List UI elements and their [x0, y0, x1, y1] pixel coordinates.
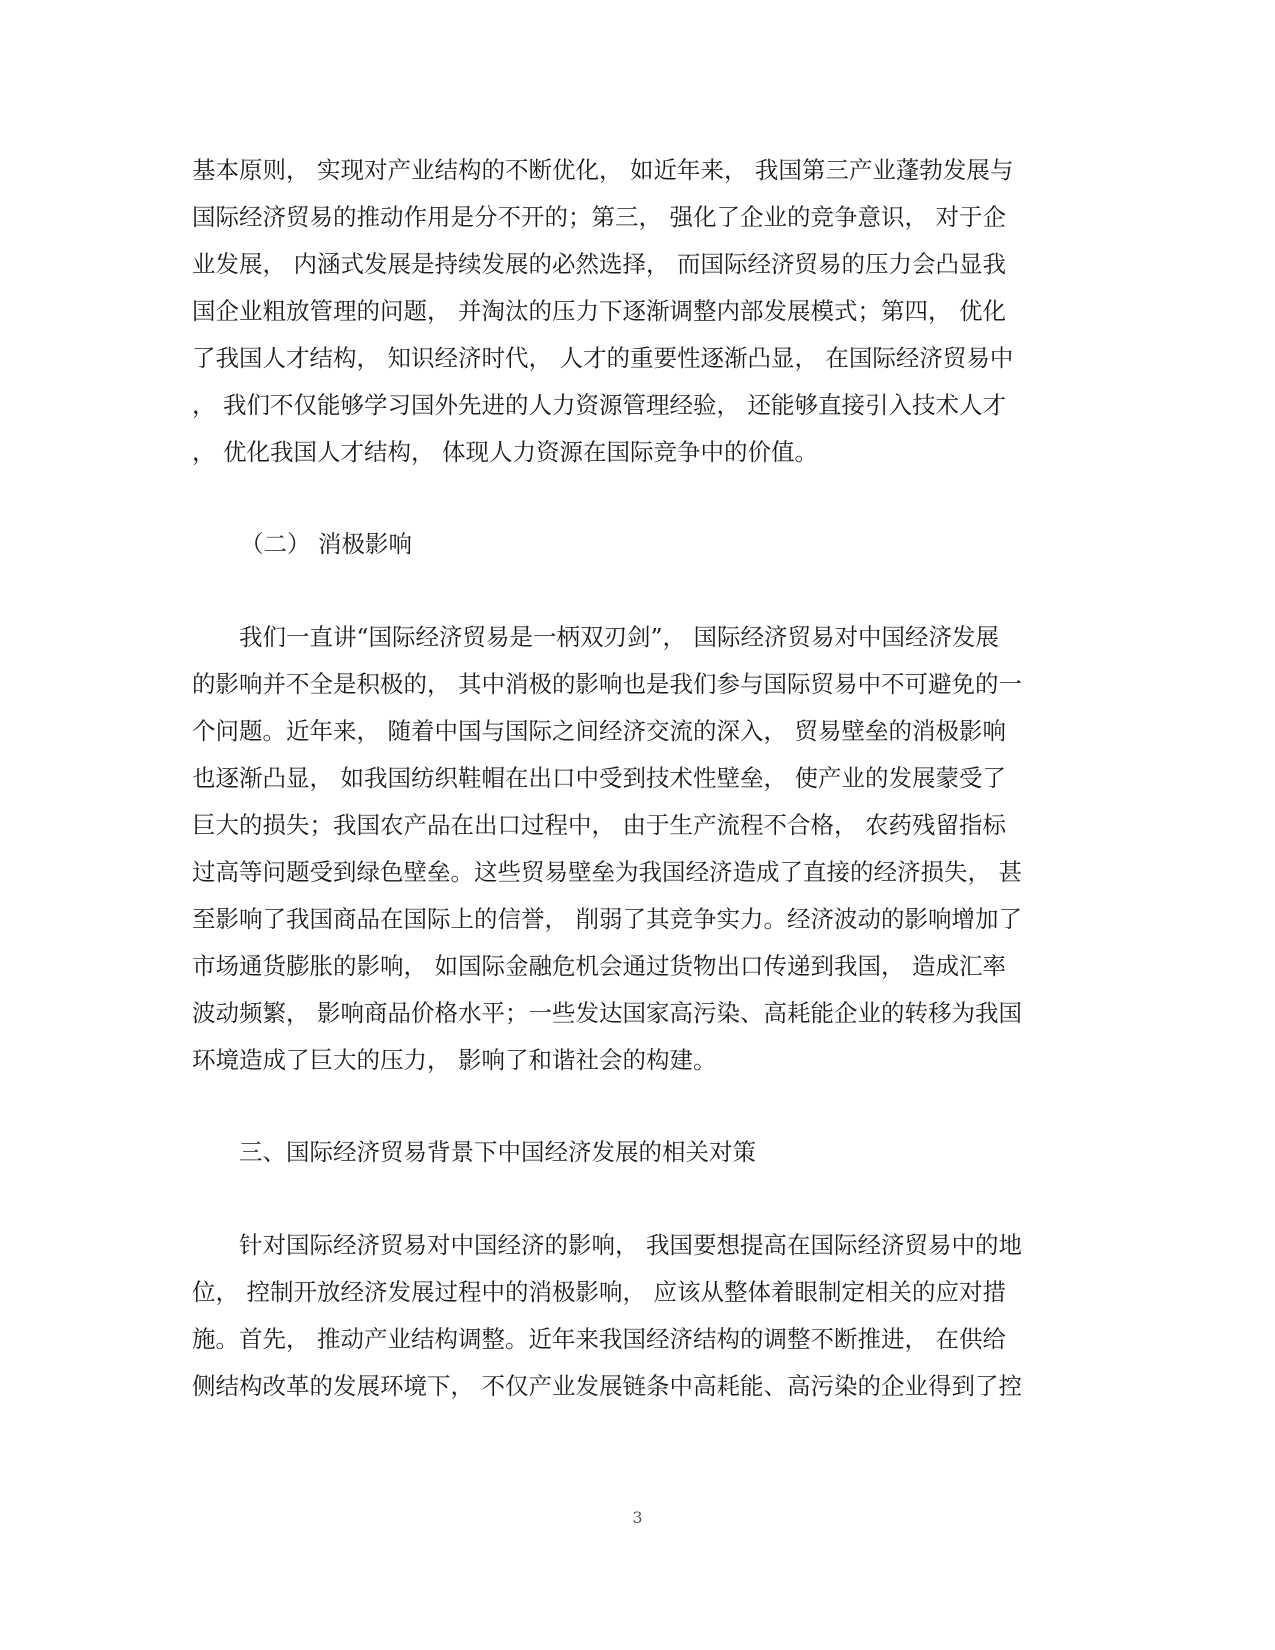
- paragraph-line: 国企业粗放管理的问题， 并淘汰的压力下逐渐调整内部发展模式；第四， 优化: [192, 297, 1006, 325]
- paragraph-line: 国际经济贸易的推动作用是分不开的；第三， 强化了企业的竞争意识， 对于企: [192, 203, 1006, 231]
- paragraph-line: 巨大的损失；我国农产品在出口过程中， 由于生产流程不合格， 农药残留指标: [192, 811, 1006, 839]
- page-number: 3: [632, 1508, 643, 1527]
- paragraph-line: 波动频繁， 影响商品价格水平；一些发达国家高污染、高耗能企业的转移为我国: [192, 999, 1022, 1027]
- paragraph-line: ， 优化我国人才结构， 体现人力资源在国际竞争中的价值。: [192, 438, 818, 466]
- paragraph-line: 业发展， 内涵式发展是持续发展的必然选择， 而国际经济贸易的压力会凸显我: [192, 250, 1006, 278]
- paragraph-line: 个问题。近年来， 随着中国与国际之间经济交流的深入， 贸易壁垒的消极影响: [192, 717, 1006, 745]
- paragraph-line: 环境造成了巨大的压力， 影响了和谐社会的构建。: [192, 1046, 717, 1074]
- paragraph-line: 了我国人才结构， 知识经济时代， 人才的重要性逐渐凸显， 在国际经济贸易中: [192, 344, 1014, 372]
- paragraph-line: 基本原则， 实现对产业结构的不断优化， 如近年来， 我国第三产业蓬勃发展与: [192, 156, 1014, 184]
- paragraph-line: ， 我们不仅能够学习国外先进的人力资源管理经验， 还能够直接引入技术人才: [192, 391, 1006, 419]
- paragraph-line: 侧结构改革的发展环境下， 不仅产业发展链条中高耗能、高污染的企业得到了控: [192, 1372, 1022, 1400]
- paragraph-line: 市场通货膨胀的影响， 如国际金融危机会通过货物出口传递到我国， 造成汇率: [192, 952, 1006, 980]
- paragraph-line: 我们一直讲“国际经济贸易是一柄双刃剑”， 国际经济贸易对中国经济发展: [192, 623, 999, 651]
- paragraph-line: 过高等问题受到绿色壁垒。这些贸易壁垒为我国经济造成了直接的经济损失， 甚: [192, 858, 1022, 886]
- paragraph-line: 针对国际经济贸易对中国经济的影响， 我国要想提高在国际经济贸易中的地: [192, 1231, 1022, 1259]
- paragraph-line: 位， 控制开放经济发展过程中的消极影响， 应该从整体着眼制定相关的应对措: [192, 1278, 1006, 1306]
- paragraph-line: 的影响并不全是积极的， 其中消极的影响也是我们参与国际贸易中不可避免的一: [192, 670, 1022, 698]
- section-heading: （二） 消极影响: [240, 530, 412, 558]
- paragraph-line: 至影响了我国商品在国际上的信誉， 削弱了其竞争实力。经济波动的影响增加了: [192, 905, 1022, 933]
- paragraph-line: 也逐渐凸显， 如我国纺织鞋帽在出口中受到技术性壁垒， 使产业的发展蒙受了: [192, 764, 1006, 792]
- paragraph-line: 施。首先， 推动产业结构调整。近年来我国经济结构的调整不断推进， 在供给: [192, 1325, 1006, 1353]
- section-heading: 三、国际经济贸易背景下中国经济发展的相关对策: [192, 1138, 756, 1166]
